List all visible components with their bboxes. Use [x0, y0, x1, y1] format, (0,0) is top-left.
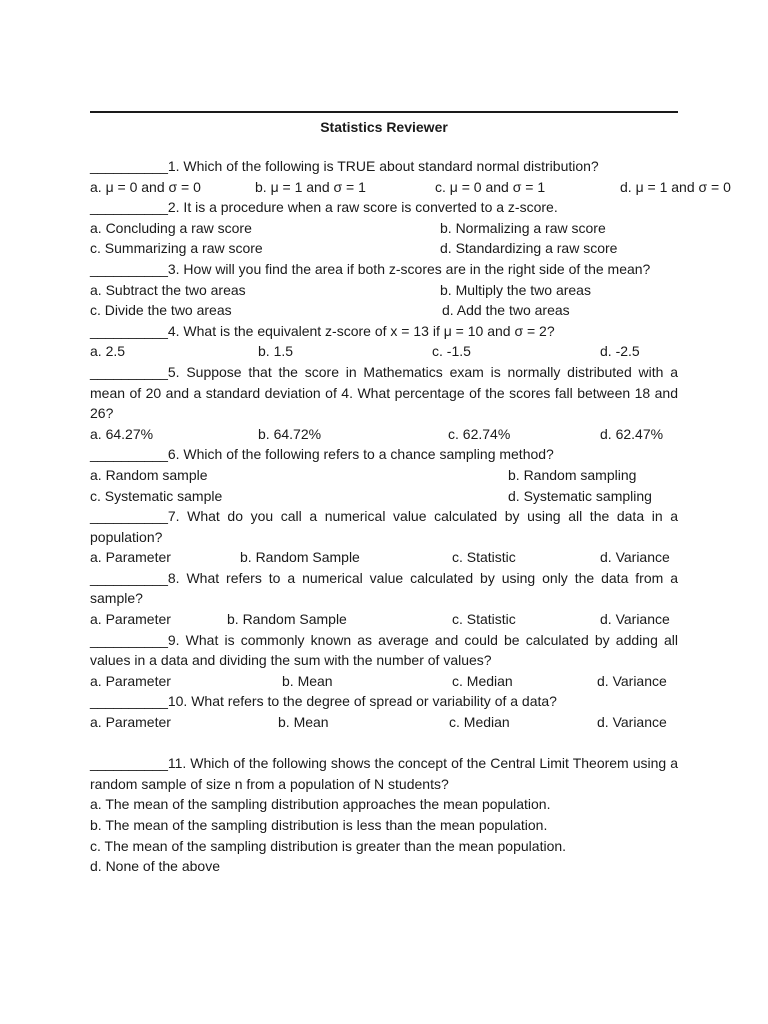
options-row	[90, 341, 678, 362]
option-d: d. Variance	[600, 611, 670, 628]
option-d: d. Standardizing a raw score	[440, 240, 618, 257]
option-b: b. Multiply the two areas	[440, 281, 591, 298]
option-b: b. Random sampling	[508, 466, 637, 483]
option-b: b. The mean of the sampling distribution is less than the mean population.	[90, 817, 548, 833]
options-row	[90, 547, 678, 568]
option-d: d. None of the above	[90, 858, 220, 875]
option-b: b. μ = 1 and σ = 1	[255, 178, 366, 195]
option-d: d. Add the two areas	[442, 302, 570, 319]
question-2: __________2. It is a procedure when a raw score is converted to a z-score.	[90, 199, 558, 216]
option-a: a. Random sample	[90, 466, 208, 483]
options-row	[90, 218, 678, 239]
option-a: a. Parameter	[90, 549, 171, 566]
options-row	[90, 280, 678, 301]
header-rule	[90, 111, 678, 113]
option-d: d. Systematic sampling	[508, 487, 652, 504]
question-7: __________7. What do you call a numerical value calculated by using all the data in a population?	[90, 508, 678, 545]
spacer	[90, 733, 678, 754]
options-row	[90, 424, 678, 445]
option-d: d. Variance	[597, 714, 667, 731]
option-a: a. μ = 0 and σ = 0	[90, 178, 201, 195]
question-9: __________9. What is commonly known as average and could be calculated by adding all values in a data and dividing the sum with the number of values?	[90, 631, 678, 669]
option-a: a. Concluding a raw score	[90, 219, 252, 236]
option-b: b. Mean	[278, 714, 329, 731]
options-row	[90, 609, 678, 630]
option-a: a. 2.5	[90, 343, 126, 360]
options-row	[90, 465, 678, 486]
option-a: a. Parameter	[90, 611, 171, 628]
option-b: b. 1.5	[258, 343, 294, 360]
question-6: __________6. Which of the following refers to a chance sampling method?	[90, 446, 554, 463]
option-c: c. 62.74%	[448, 425, 511, 442]
option-d: d. Variance	[597, 672, 667, 689]
option-d: d. 62.47%	[600, 425, 664, 442]
question-5: __________5. Suppose that the score in Mathematics exam is normally distributed with a mean of 20 and a standard deviation of 4. What percentage of the scores fall between 18 and 26?	[90, 363, 678, 422]
option-c: c. Statistic	[452, 611, 516, 628]
option-c: c. Statistic	[452, 549, 516, 566]
page-title: Statistics Reviewer	[320, 119, 448, 135]
option-a: a. Parameter	[90, 714, 171, 731]
option-c: c. Median	[449, 714, 510, 731]
option-b: b. Random Sample	[227, 611, 347, 628]
option-a: a. The mean of the sampling distribution approaches the mean population.	[90, 796, 551, 813]
options-row	[90, 300, 678, 321]
options-row	[90, 712, 678, 733]
option-c: c. Median	[452, 672, 513, 689]
option-b: b. 64.72%	[258, 425, 322, 442]
option-c: c. Divide the two areas	[90, 302, 232, 319]
option-d: d. -2.5	[600, 343, 640, 360]
question-4: __________4. What is the equivalent z-score of x = 13 if μ = 10 and σ = 2?	[90, 322, 555, 339]
option-d: d. Variance	[600, 549, 670, 566]
options-row	[90, 671, 678, 692]
option-c: c. -1.5	[432, 343, 471, 360]
option-b: b. Random Sample	[240, 549, 360, 566]
question-10: __________10. What refers to the degree of spread or variability of a data?	[90, 693, 557, 710]
option-a: a. Subtract the two areas	[90, 281, 246, 298]
option-c: c. Systematic sample	[90, 487, 223, 504]
options-row	[90, 486, 678, 507]
option-a: a. 64.27%	[90, 425, 154, 442]
question-8: __________8. What refers to a numerical value calculated by using only the data from a sample?	[90, 569, 678, 607]
question-1: __________1. Which of the following is TRUE about standard normal distribution?	[90, 158, 599, 174]
option-c: c. μ = 0 and σ = 1	[435, 178, 546, 195]
option-c: c. Summarizing a raw score	[90, 240, 263, 257]
option-b: b. Normalizing a raw score	[440, 219, 606, 236]
question-list	[90, 156, 731, 877]
options-row	[90, 238, 678, 259]
option-b: b. Mean	[282, 672, 333, 689]
option-a: a. Parameter	[90, 672, 171, 689]
question-11: __________11. Which of the following shows the concept of the Central Limit Theorem using a random sample of size n from a population of N students?	[90, 755, 678, 792]
question-3: __________3. How will you find the area if both z-scores are in the right side of the mean?	[90, 260, 651, 277]
options-row	[90, 177, 731, 198]
option-c: c. The mean of the sampling distribution is greater than the mean population.	[90, 837, 567, 854]
option-d: d. μ = 1 and σ = 0	[620, 178, 731, 195]
